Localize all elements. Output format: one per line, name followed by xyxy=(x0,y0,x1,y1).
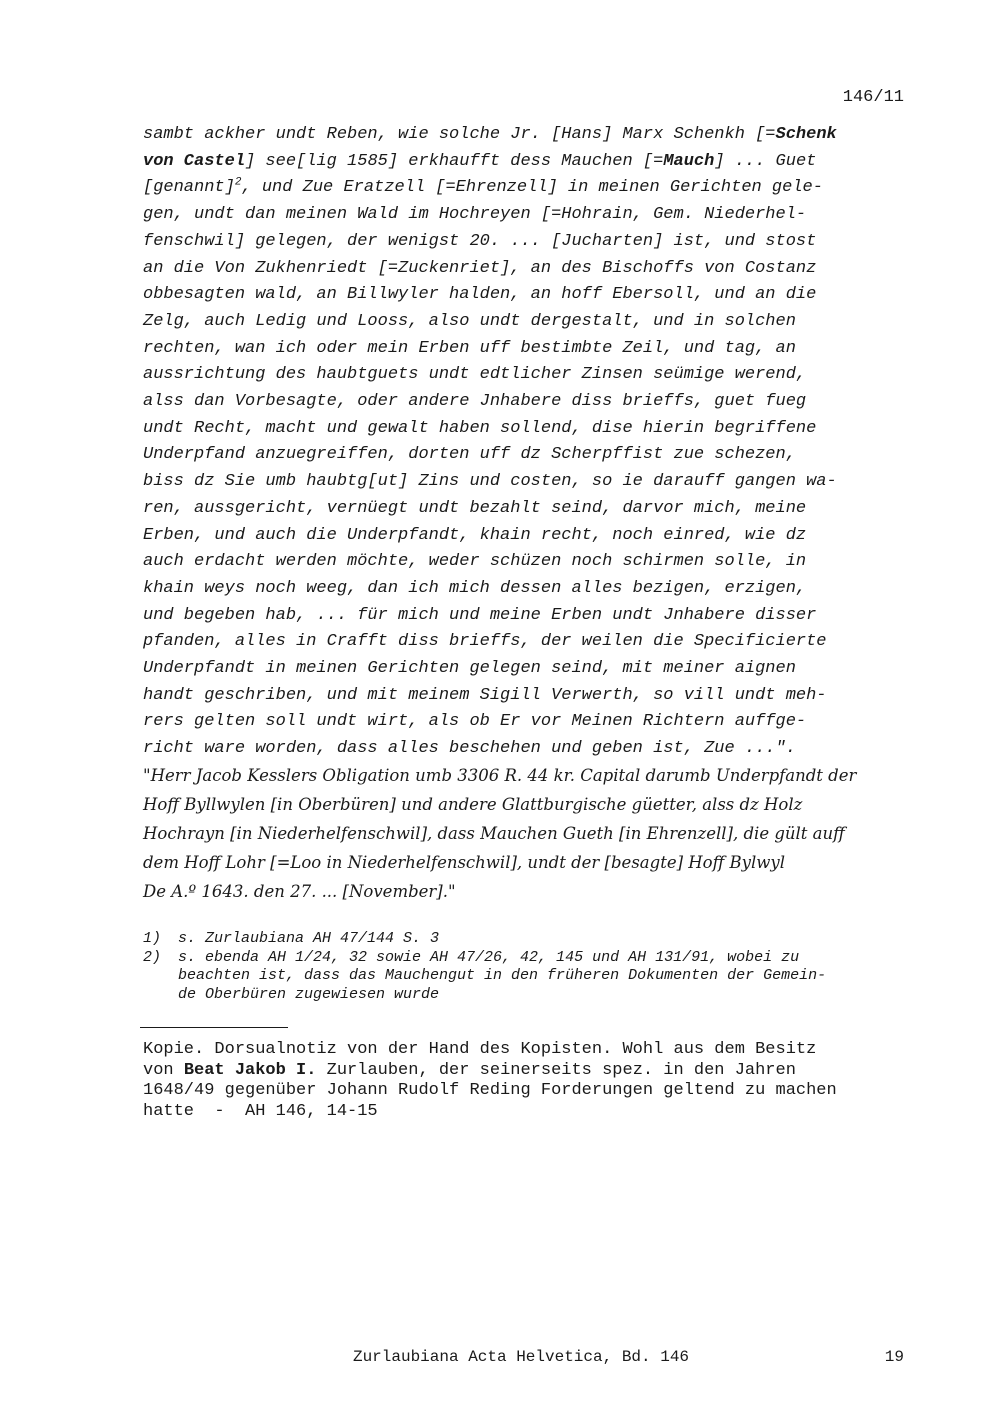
text-line xyxy=(143,122,913,149)
text-line: biss dz Sie umb haubtg[ut] Zins und costen, so ie darauff gangen wa- xyxy=(143,472,837,492)
text-line: aussrichtung des haubtguets undt edtlicher Zinsen seümige werend, xyxy=(143,365,807,385)
text-line xyxy=(143,175,913,202)
text-segment: [genannt] xyxy=(143,178,235,198)
footnote-text: de Oberbüren zugewiesen wurde xyxy=(178,985,440,1003)
transcription-text xyxy=(143,122,913,763)
text-segment: ] see[lig 1585] erkhaufft dess Mauchen [= xyxy=(245,151,664,171)
editorial-line: hatte - AH 146, 14-15 xyxy=(143,1102,378,1122)
text-line: pfanden, alles in Crafft diss brieffs, der weilen die Specificierte xyxy=(143,632,827,652)
footnote-number: 2) xyxy=(143,948,162,966)
name-highlight: Schenk xyxy=(775,125,837,144)
text-segment: sambt ackher undt Reben, wie solche Jr. [Hans] Marx Schenkh [= xyxy=(143,125,776,144)
text-line: richt ware worden, dass alles beschehen und geben ist, Zue ...". xyxy=(143,739,796,759)
name-highlight: Beat Jakob I. xyxy=(183,1060,317,1080)
footnotes xyxy=(143,930,923,1004)
dorsal-note-line: "Herr Jacob Kesslers Obligation umb 3306 R. 44 kr. Capital darumb Underpfandt der xyxy=(143,766,857,785)
text-line: und begeben hab, ... für mich und meine Erben undt Jnhabere disser xyxy=(143,605,817,625)
dorsal-note-line: De A.º 1643. den 27. ... [November]." xyxy=(143,881,456,901)
footer-page-number: 19 xyxy=(884,1348,904,1366)
dorsal-note-line: dem Hoff Lohr [=Loo in Niederhelfenschwil], undt der [besagte] Hoff Bylwyl xyxy=(143,852,785,872)
footnote-text: beachten ist, dass das Mauchengut in den früheren Dokumenten der Gemein- xyxy=(178,967,827,984)
text-line: auch erdacht werden möchte, weder schüzen noch schirmen solle, in xyxy=(143,552,807,572)
dorsal-note xyxy=(143,762,913,907)
text-line: fenschwil] gelegen, der wenigst 20. ... [Jucharten] ist, und stost xyxy=(143,231,817,251)
footnote-text: s. ebenda AH 1/24, 32 sowie AH 47/26, 42, 145 und AH 131/91, wobei zu xyxy=(178,948,800,966)
text-segment: ] ... Guet xyxy=(714,151,817,171)
text-line: obbesagten wald, an Billwyler halden, an hoff Ebersoll, und an die xyxy=(143,285,817,305)
text-line: ren, aussgericht, vernüegt undt bezahlt seind, darvor mich, meine xyxy=(143,498,807,518)
name-highlight: von Castel xyxy=(143,151,246,171)
text-line: khain weys noch weeg, dan ich mich dessen alles bezigen, erzigen, xyxy=(143,578,807,598)
footnote xyxy=(143,949,923,968)
text-line: an die Von Zukhenriedt [=Zuckenriet], an des Bischoffs von Costanz xyxy=(143,258,817,278)
footnote-continuation xyxy=(143,986,923,1005)
footnote xyxy=(143,930,923,949)
editorial-line xyxy=(143,1061,933,1082)
name-highlight: Mauch xyxy=(663,151,715,171)
editorial-line: Kopie. Dorsualnotiz von der Hand des Kopisten. Wohl aus dem Besitz xyxy=(143,1040,817,1059)
text-line: undt Recht, macht und gewalt haben sollend, dise hierin begriffene xyxy=(143,418,817,438)
editorial-note xyxy=(143,1040,933,1123)
text-line: Erben, und auch die Underpfandt, khain recht, noch einred, wie dz xyxy=(143,525,807,545)
footnote-text: s. Zurlaubiana AH 47/144 S. 3 xyxy=(178,930,440,947)
dorsal-note-line: Hoff Byllwylen [in Oberbüren] und andere Glattburgische güetter, alss dz Holz xyxy=(143,794,803,814)
text-line: handt geschriben, und mit meinem Sigill Verwerth, so vill undt meh- xyxy=(143,685,827,705)
text-segment: , und Zue Eratzell [=Ehrenzell] in meinen Gerichten gele- xyxy=(241,178,823,198)
text-line: gen, undt dan meinen Wald im Hochreyen [=Hohrain, Gem. Niederhel- xyxy=(143,205,807,225)
text-line: Zelg, auch Ledig und Looss, also undt dergestalt, und in solchen xyxy=(143,311,796,331)
footnote-ref: 2 xyxy=(234,176,242,189)
separator-rule xyxy=(140,1027,288,1028)
footnote-number: 1) xyxy=(143,930,162,947)
footnote-continuation xyxy=(143,967,923,986)
editorial-line: 1648/49 gegenüber Johann Rudolf Reding Forderungen geltend zu machen xyxy=(143,1081,837,1101)
text-line: rers gelten soll undt wirt, als ob Er vor Meinen Richtern auffge- xyxy=(143,712,807,732)
text-line: rechten, wan ich oder mein Erben uff bestimbte Zeil, und tag, an xyxy=(143,338,796,358)
text-line: Underpfand anzuegreiffen, dorten uff dz Scherpffist zue schezen, xyxy=(143,445,796,465)
text-line xyxy=(143,149,913,176)
text-line: Underpfandt in meinen Gerichten gelegen seind, mit meiner aignen xyxy=(143,659,796,679)
text-segment: von xyxy=(143,1060,184,1080)
dorsal-note-line: Hochrayn [in Niederhelfenschwil], dass Mauchen Gueth [in Ehrenzell], die gült auff xyxy=(143,823,845,843)
footer-title: Zurlaubiana Acta Helvetica, Bd. 146 xyxy=(352,1348,690,1366)
text-line: alss dan Vorbesagte, oder andere Jnhabere diss brieffs, guet fueg xyxy=(143,392,807,412)
text-segment: Zurlauben, der seinerseits spez. in den Jahren xyxy=(316,1060,796,1080)
page-number-top: 146/11 xyxy=(842,88,904,107)
